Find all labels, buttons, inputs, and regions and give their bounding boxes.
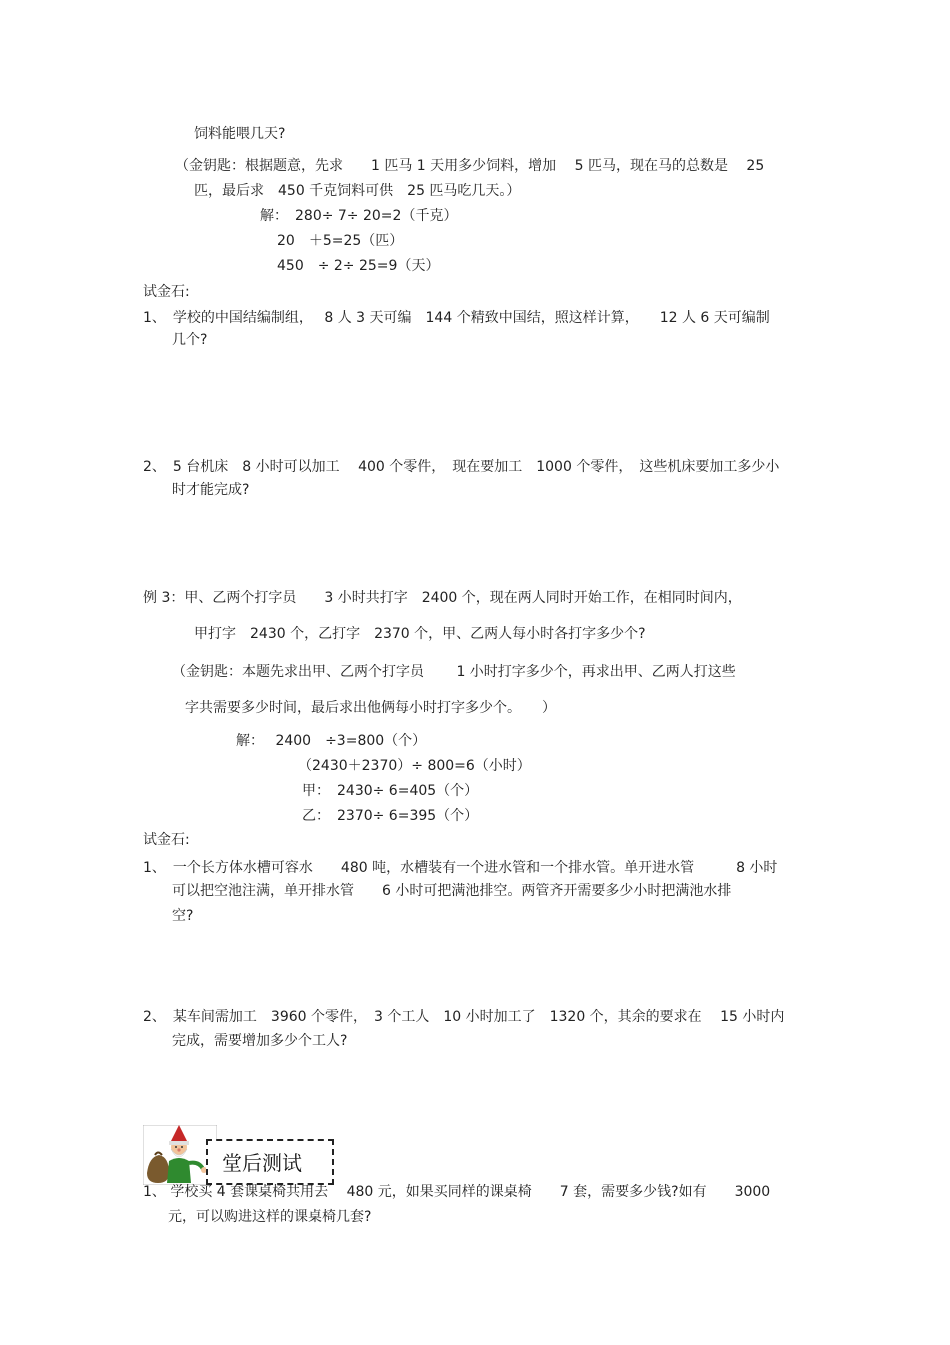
- ex2-hint-line: 匹，最后求 450 千克饲料可供 25 匹马吃几天。）: [194, 183, 521, 199]
- practice-heading: 试金石:: [143, 832, 190, 848]
- practice-question-line: 2、 某车间需加工 3960 个零件， 3 个工人 10 小时加工了 1320 个，其余的要求在 15 小时内: [143, 1009, 785, 1025]
- ex3-solution-line: （2430＋2370）÷ 800=6（小时）: [298, 758, 531, 774]
- ex3-solution-line: 乙： 2370÷ 6=395（个）: [302, 808, 479, 824]
- ex2-hint-line: （金钥匙：根据题意，先求 1 匹马 1 天用多少饲料，增加 5 匹马，现在马的总数是 25: [175, 158, 765, 174]
- section-badge: [206, 1139, 334, 1185]
- ex3-hint-line: 字共需要多少时间，最后求出他俩每小时打字多少个。 ）: [185, 700, 556, 716]
- practice-question-line: 几个?: [172, 332, 208, 348]
- ex3-solution-line: 甲： 2430÷ 6=405（个）: [302, 783, 479, 799]
- practice-question-line: 空?: [172, 908, 194, 924]
- example-3-line: 例 3：甲、乙两个打字员 3 小时共打字 2400 个，现在两人同时开始工作，在相同时间内，: [143, 590, 742, 606]
- ex2-solution-line: 450 ÷ 2÷ 25=9（天）: [277, 258, 440, 274]
- practice-question-line: 完成，需要增加多少个工人?: [172, 1033, 348, 1049]
- ex2-solution-line: 20 ＋5=25（匹）: [277, 233, 404, 249]
- ex2-solution-line: 解： 280÷ 7÷ 20=2（千克）: [260, 208, 458, 224]
- section-badge-label: 堂后测试: [222, 1151, 302, 1175]
- ex2-text-line: 饲料能喂几天?: [194, 126, 286, 142]
- practice-heading: 试金石:: [143, 284, 190, 300]
- practice-question-line: 2、 5 台机床 8 小时可以加工 400 个零件， 现在要加工 1000 个零件， 这些机床要加工多少小: [143, 459, 780, 475]
- example-3-line: 甲打字 2430 个，乙打字 2370 个，甲、乙两人每小时各打字多少个?: [194, 626, 646, 642]
- test-question-line: 1、 学校买 4 套课桌椅共用去 480 元，如果买同样的课桌椅 7 套，需要多少钱?如有 3000: [143, 1184, 771, 1200]
- ex3-hint-line: （金钥匙：本题先求出甲、乙两个打字员 1 小时打字多少个，再求出甲、乙两人打这些: [172, 664, 736, 680]
- practice-question-line: 1、 学校的中国结编制组， 8 人 3 天可编 144 个精致中国结，照这样计算， 12 人 6 天可编制: [143, 310, 770, 326]
- ex3-solution-line: 解： 2400 ÷3=800（个）: [236, 733, 427, 749]
- practice-question-line: 1、 一个长方体水槽可容水 480 吨，水槽装有一个进水管和一个排水管。单开进水管 8 小时: [143, 860, 778, 876]
- practice-question-line: 时才能完成?: [172, 482, 250, 498]
- practice-question-line: 可以把空池注满，单开排水管 6 小时可把满池排空。两管齐开需要多少小时把满池水排: [172, 883, 732, 899]
- test-question-line: 元，可以购进这样的课桌椅几套?: [168, 1209, 372, 1225]
